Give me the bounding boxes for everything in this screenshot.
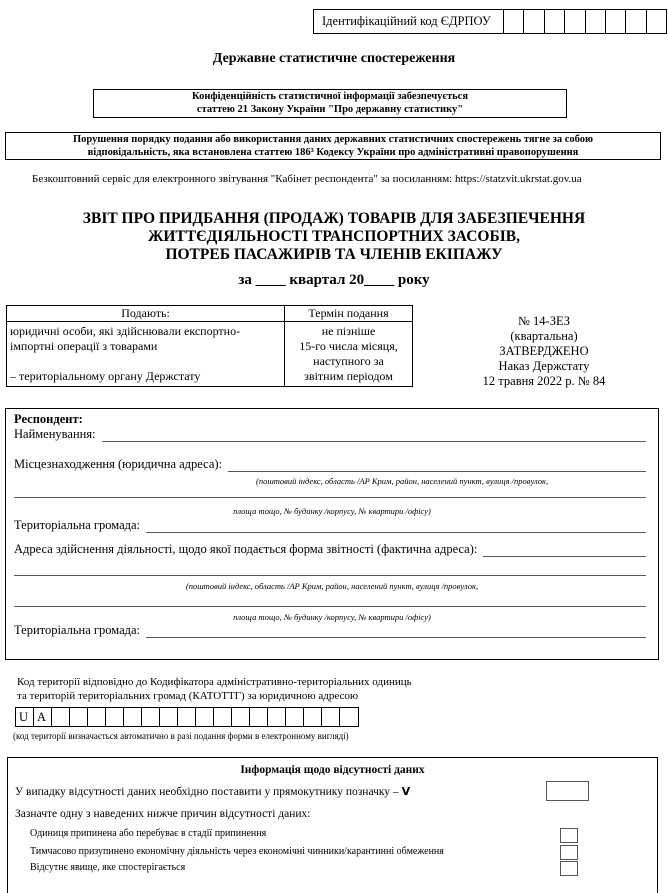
name-row xyxy=(14,427,646,442)
approval-order: Наказ Держстату xyxy=(498,359,590,373)
community2-label: Територіальна громада: xyxy=(14,623,141,637)
deadline-line: не пізніше xyxy=(321,324,376,338)
reason-activity-suspended-checkbox[interactable] xyxy=(560,845,578,860)
katottg-cell[interactable] xyxy=(322,708,340,726)
name-label: Найменування: xyxy=(14,427,96,441)
service-link-text[interactable]: Безкоштовний сервіс для електронного звітування "Кабінет респондента" за посиланням: https://statzvit.ukrstat.gov.ua xyxy=(32,173,582,185)
katottg-cell[interactable] xyxy=(160,708,178,726)
edrpou-cell[interactable] xyxy=(545,10,565,33)
katottg-cell[interactable] xyxy=(88,708,106,726)
no-data-instruction: У випадку відсутності даних необхідно поставити у прямокутнику позначку – xyxy=(15,786,402,798)
edrpou-cell[interactable] xyxy=(504,10,524,33)
katottg-cell[interactable] xyxy=(214,708,232,726)
confidentiality-notice xyxy=(93,89,567,118)
confidentiality-line-1: Конфіденційність статистичної інформації забезпечується xyxy=(191,91,468,102)
reasons-prompt: Зазначте одну з наведених нижче причин відсутності даних: xyxy=(15,808,311,820)
katottg-cell[interactable] xyxy=(268,708,286,726)
community2-row xyxy=(14,623,646,638)
katottg-desc-line-2: та територій територіальних громад (КАТОТТГ) за юридичною адресою xyxy=(17,690,359,702)
legal-address-field[interactable] xyxy=(228,460,646,472)
check-mark-symbol: V xyxy=(401,785,411,798)
actual-address-field[interactable] xyxy=(483,545,646,557)
katottg-cell[interactable] xyxy=(340,708,358,726)
confidentiality-line-2: статтею 21 Закону України "Про державну статистику" xyxy=(196,104,464,115)
katottg-cell: A xyxy=(34,708,52,726)
katottg-cell[interactable] xyxy=(304,708,322,726)
form-number: № 14-ЗЕЗ xyxy=(517,314,571,328)
edrpou-cell[interactable] xyxy=(586,10,606,33)
edrpou-cell[interactable] xyxy=(647,10,666,33)
name-field[interactable] xyxy=(102,430,646,442)
katottg-cell[interactable] xyxy=(232,708,250,726)
community-label: Територіальна громада: xyxy=(14,518,141,532)
katottg-cell[interactable] xyxy=(178,708,196,726)
katottg-cell[interactable] xyxy=(52,708,70,726)
actual-address-hint-2: площа тощо, № будинку /корпусу, № квартири /офісу) xyxy=(233,612,431,622)
edrpou-label: Ідентифікаційний код ЄДРПОУ xyxy=(314,10,504,33)
violation-line-2: відповідальність, яка встановлена статтею 186³ Кодексу України про адміністративні правопорушення xyxy=(87,147,579,158)
respondent-heading-row xyxy=(14,412,646,427)
reason-phenomenon-absent: Відсутнє явище, яке спостерігається xyxy=(30,862,186,873)
katottg-cell[interactable] xyxy=(286,708,304,726)
legal-address-field-line-2[interactable] xyxy=(14,488,646,498)
katottg-cell[interactable] xyxy=(106,708,124,726)
no-data-checkbox[interactable] xyxy=(546,781,589,801)
edrpou-cell[interactable] xyxy=(606,10,626,33)
no-data-title: Інформація щодо відсутності даних xyxy=(240,764,425,776)
violation-line-1: Порушення порядку подання або використання даних державних статистичних спостережень тягне за собою xyxy=(72,134,594,145)
violation-notice xyxy=(5,132,661,160)
actual-address-field-line-3[interactable] xyxy=(14,597,646,607)
legal-address-label: Місцезнаходження (юридична адреса): xyxy=(14,457,223,471)
katottg-cell[interactable] xyxy=(142,708,160,726)
report-title xyxy=(0,210,668,264)
actual-address-hint-1: (поштовий індекс, область /АР Крим, район, населений пункт, вулиця /провулок, xyxy=(185,581,479,591)
community-row xyxy=(14,518,646,533)
edrpou-code-box xyxy=(313,9,667,34)
katottg-code-input xyxy=(15,707,359,727)
legal-address-hint-2: площа тощо, № будинку /корпусу, № квартири /офісу) xyxy=(233,506,431,516)
katottg-note: (код території визначається автоматично в разі подання форми в електронному вигляді) xyxy=(13,731,349,741)
observation-title: Державне статистичне спостереження xyxy=(212,51,456,66)
submitters-cell xyxy=(7,322,285,387)
respondent-section xyxy=(5,408,659,660)
submitters-line: імпортні операції з товарами xyxy=(10,339,158,353)
katottg-cell[interactable] xyxy=(124,708,142,726)
actual-address-field-line-2[interactable] xyxy=(14,566,646,576)
report-title-line: ПОТРЕБ ПАСАЖИРІВ ТА ЧЛЕНІВ ЕКІПАЖУ xyxy=(165,246,503,263)
form-approval-info xyxy=(420,314,668,389)
katottg-description xyxy=(17,675,412,703)
respondent-heading: Респондент: xyxy=(14,412,83,426)
submission-table xyxy=(6,305,413,387)
edrpou-cell[interactable] xyxy=(626,10,646,33)
no-data-section xyxy=(7,757,658,893)
approved-label: ЗАТВЕРДЖЕНО xyxy=(499,344,589,358)
actual-address-row xyxy=(14,542,646,557)
reason-activity-suspended: Тимчасово призупинено економічну діяльність через економічні чинники/карантинні обмеження xyxy=(30,846,444,857)
header-submitters: Подають: xyxy=(7,306,285,322)
report-title-line: ЗВІТ ПРО ПРИДБАННЯ (ПРОДАЖ) ТОВАРІВ ДЛЯ ЗАБЕЗПЕЧЕННЯ xyxy=(82,210,586,227)
katottg-desc-line-1: Код території відповідно до Кодифікатора адміністративно-територіальних одиниць xyxy=(17,676,412,688)
reason-phenomenon-absent-checkbox[interactable] xyxy=(560,861,578,876)
deadline-line: звітним періодом xyxy=(304,369,393,383)
form-frequency: (квартальна) xyxy=(510,329,578,343)
header-deadline: Термін подання xyxy=(285,306,413,322)
deadline-line: 15-го числа місяця, xyxy=(299,339,398,353)
reason-unit-terminated: Одиниця припинена або перебуває в стадії припинення xyxy=(30,828,267,839)
reason-unit-terminated-checkbox[interactable] xyxy=(560,828,578,843)
approval-date: 12 травня 2022 р. № 84 xyxy=(482,374,606,388)
submitters-line: – територіальному органу Держстату xyxy=(10,369,201,383)
spacer xyxy=(10,354,281,369)
deadline-line: наступного за xyxy=(313,354,384,368)
katottg-cell[interactable] xyxy=(250,708,268,726)
edrpou-cell[interactable] xyxy=(565,10,585,33)
legal-address-row xyxy=(14,457,646,472)
no-data-instruction-row xyxy=(15,785,410,798)
legal-address-hint-1: (поштовий індекс, область /АР Крим, район, населений пункт, вулиця /провулок, xyxy=(256,476,549,486)
katottg-cell: U xyxy=(16,708,34,726)
community2-field[interactable] xyxy=(146,626,646,638)
deadline-cell xyxy=(285,322,413,387)
report-title-line: ЖИТТЄДІЯЛЬНОСТІ ТРАНСПОРТНИХ ЗАСОБІВ, xyxy=(148,228,520,245)
community-field[interactable] xyxy=(146,521,646,533)
katottg-cell[interactable] xyxy=(70,708,88,726)
katottg-cell[interactable] xyxy=(196,708,214,726)
report-period[interactable]: за ____ квартал 20____ року xyxy=(238,272,430,288)
submitters-line: юридичні особи, які здійснювали експортно- xyxy=(10,324,241,338)
actual-address-label: Адреса здійснення діяльності, щодо якої подається форма звітності (фактична адреса): xyxy=(14,542,478,556)
edrpou-cell[interactable] xyxy=(524,10,544,33)
